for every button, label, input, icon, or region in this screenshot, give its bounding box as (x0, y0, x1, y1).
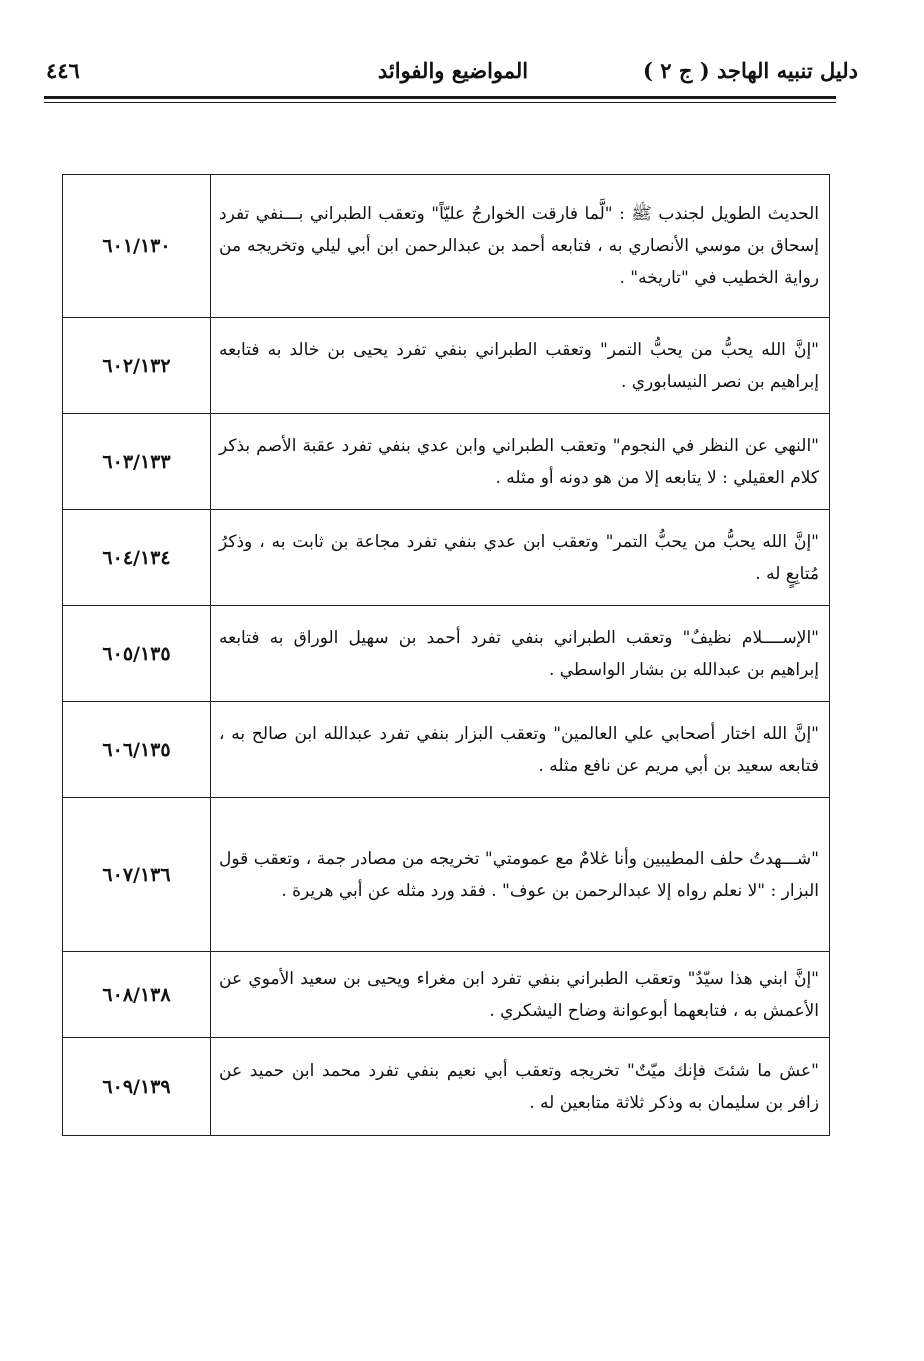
entry-description: "الإســــلام نظيفٌ" وتعقب الطبراني بنفي تفرد أحمد بن سهيل الوراق به فتابعه إبراهيم بن عبدالله بن بشار الواسطي . (211, 606, 830, 702)
entry-reference: ٦٠٧/١٣٦ (63, 798, 211, 952)
entry-reference: ٦٠٣/١٣٣ (63, 414, 211, 510)
entry-reference: ٦٠١/١٣٠ (63, 175, 211, 318)
table-row (63, 1038, 830, 1136)
table-row (63, 318, 830, 414)
entry-reference: ٦٠٦/١٣٥ (63, 702, 211, 798)
table-row (63, 414, 830, 510)
table-row (63, 175, 830, 318)
entry-description: "إنَّ ابني هذا سيّدٌ" وتعقب الطبراني بنفي تفرد ابن مغراء ويحيى بن سعيد الأموي عن الأعمش به ، فتابعهما أبوعوانة وضاح اليشكري . (211, 952, 830, 1038)
entry-reference: ٦٠٢/١٣٢ (63, 318, 211, 414)
entry-description: "إنَّ الله يحبُّ من يحبُّ التمر" وتعقب الطبراني بنفي تفرد يحيى بن خالد به فتابعه إبراهيم بن نصر النيسابوري . (211, 318, 830, 414)
table-row (63, 606, 830, 702)
entry-description: الحديث الطويل لجندب ﷺ : "لَّما فارقت الخوارجُ عليّاً" وتعقب الطبراني بـــنفي تفرد إسحاق بن موسي الأنصاري به ، فتابعه أحمد بن عبدالرحمن ابن أبي ليلي وتخريجه من رواية الخطيب في "تاريخه" . (211, 175, 830, 318)
entry-reference: ٦٠٤/١٣٤ (63, 510, 211, 606)
entry-reference: ٦٠٩/١٣٩ (63, 1038, 211, 1136)
index-table (62, 174, 830, 1136)
entry-description: "عش ما شئتَ فإنك ميّتٌ" تخريجه وتعقب أبي نعيم بنفي تفرد محمد ابن حميد عن زافر بن سليمان به وذكر ثلاثة متابعين له . (211, 1038, 830, 1136)
table-row (63, 702, 830, 798)
entry-reference: ٦٠٨/١٣٨ (63, 952, 211, 1038)
section-title: المواضيع والفوائد (377, 58, 529, 83)
page-number: ٤٤٦ (46, 58, 80, 83)
header-rule-thin (44, 102, 836, 103)
running-header (40, 40, 866, 92)
table-row (63, 798, 830, 952)
entry-reference: ٦٠٥/١٣٥ (63, 606, 211, 702)
header-rule-thick (44, 96, 836, 99)
entry-description: "إنَّ الله يحبُّ من يحبُّ التمر" وتعقب ابن عدي بنفي تفرد مجاعة بن ثابت به ، وذكرُ مُتابِعٍ له . (211, 510, 830, 606)
table-row (63, 510, 830, 606)
entry-description: "إنَّ الله اختار أصحابي علي العالمين" وتعقب البزار بنفي تفرد عبدالله ابن صالح به ، فتابعه سعيد بن أبي مريم عن نافع مثله . (211, 702, 830, 798)
entry-description: "النهي عن النظر في النجوم" وتعقب الطبراني وابن عدي بنفي تفرد عقبة الأصم بذكر كلام العقيلي : لا يتابعه إلا من هو دونه أو مثله . (211, 414, 830, 510)
entry-description: "شـــهدتُ حلف المطيبين وأنا غلامٌ مع عمومتي" تخريجه من مصادر جمة ، وتعقب قول البزار : "لا نعلم رواه إلا عبدالرحمن بن عوف" . فقد ورد مثله عن أبي هريرة . (211, 798, 830, 952)
table-row (63, 952, 830, 1038)
book-title: دليل تنبيه الهاجد ( ج ٢ ) (643, 58, 858, 83)
